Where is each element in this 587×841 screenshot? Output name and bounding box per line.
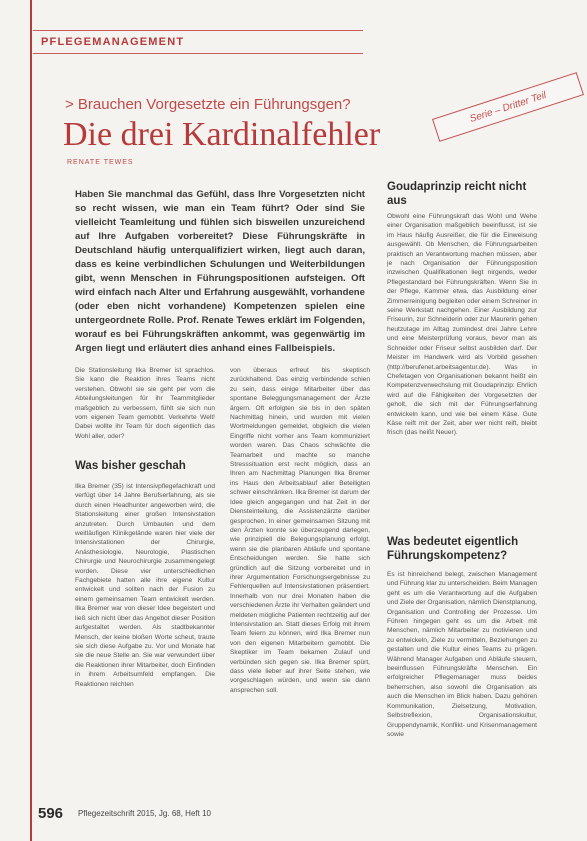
- right-column-body-1: Obwohl eine Führungskraft das Wohl und Wehe einer Organisation maßgeblich beeinflusst, ist sie im Haus häufig Ausreißer, die für die Einweisung ausgewählt. Ob Menschen, die Führungsarbeiten praktisch an Verantwortung machen müssen, aber je nach Organisation der Führungsposition inzwischen Qualifikationen liegt nirgends, weder Pflegestandard bei Führungskräften. Wenn Sie in der Pflege, Kammer etwa, das Ausbildung einer Zimmerreinigung begleiten oder einem Schreiner in seine Werkstatt nachgehen. Einer Ausbildung zur Friseurin, zur Schneiderin oder zur Maurerin gehen heutzutage im Alltag zumindest drei Jahre Lehre und eine Meisterprüfung voraus, bevor man als Schneider oder Friseur selbst ausbilden darf. Der Meister im Handwerk wird als Vorbild gesehen (http://berufenet.arbeitsagentur.de). Was in Chefetagen von Organisationen bekannt heißt ein Kompetenzverwechslung mit Goudaprinzip: Ehrlich wird auf die Fähigkeiten der Vorgesetzten der geholt, die sich mit der Führungserfahrung entwickeln kann, und wie bei einem Käse. Gute Käse reift mit der Zeit, aber wer nicht reift, bleibt frisch (das heißt Neuer).: [387, 213, 537, 437]
- left-column-intro: Die Stationsleitung Ilka Bremer ist sprachlos. Sie kann die Reaktion ihres Teams nicht verstehen. Obwohl sie sie geht per vom die Abteilungsleitungen für ihr Teammitglieder maßgeblich zu verbessern, fühlt sie sich nun vom eigenen Team gemobbt. Verkehrte Welt! Dabei wollte ihr Team für doch eigentlich das Wohl aller, oder?: [75, 367, 215, 440]
- journal-citation: Pflegezeitschrift 2015, Jg. 68, Heft 10: [78, 809, 211, 818]
- section-header: [33, 30, 363, 54]
- section-label: PFLEGEMANAGEMENT: [41, 36, 185, 48]
- left-column-heading: Was bisher geschah: [75, 460, 186, 472]
- article-author: RENATE TEWES: [67, 159, 134, 166]
- left-column-body: Ilka Bremer (35) ist Intensivpflegefachkraft und verfügt über 14 Jahre Berufserfahrung, als sie durch einen Headhunter angeworben wird, die Stationsleitung einer großen Intensivstation anzutreten. Durch Umbauten und dem weitläufigen Klinikgelände waren hier viele der Intensivstationen der Chirurgie, Anästhesiologie, Neurologie, Plastischen Chirurgie und Neurochirurgie zusammengelegt worden. Diese vier unterschiedlichen Fachgebiete hatten alle ihre eigene Kultur entwickelt und sollten nach der Fusion zu einem gemeinsamen Team entwickelt werden. Ilka Bremer war von dieser Idee begeistert und ließ sich nicht über das Angebot dieser Position aufgestaltet werden. Als stadtbekannter Mensch, der keine bloßen Worte scheut, traute sie sich diese Aufgabe zu. Vor und Monate hat sie die neue Stelle an. Sie war verwundert über die Reaktionen ihrer Mitarbeiter, doch Einfinden in ihrem Arbeitsumfeld empfangen. Die Reaktionen reichten: [75, 483, 215, 688]
- middle-column-body: von überaus erfreut bis skeptisch zurückhaltend. Das einzig verbindende schien zu sein, dass einige Mitarbeiter über das spontane Beleggungsmanagement der Ärzte ärgern. Oft erfolgten sie bis in den späten Nachmittag hinein, und wurden mit vielen Wortmeldungen gemeldet, obgleich die vielen Eingriffe nicht vorher ans Team kommuniziert worden waren. Das Chaos schwächte die Teamarbeit und machte so manche Stresssituation erst recht möglich, dass an Ihren am Nachmittag Planungen Ilka Bremer ins Haus den Arbeitsablauf aller Beteiligten schwer einschränken. Ilka Bremer ist darum der Idee gleich angegangen und hat Zeit in der Diensteinteilung, die Assistenzärzte darüber gesprochen. In einer gemeinsamen Sitzung mit den Ärzten konnte sie überzeugend darlegen, wie prinzipiell die Belegungsplanung erfolgt, wenn sie die planbaren Abläufe und spontane Entscheidungen werden. Sie hatte sich gründlich auf die Sitzung vorbereitet und in ihrer Argumentation Forschungsergebnisse zu Fehlerquellen auf Intensivstationen präsentiert. Innerhalb von nur drei Monaten haben die verschiedenen Ärzte ihr Verhalten geändert und meldeten mögliche Patienten rechtzeitig auf der Intensivstation an. Statt dieses Erfolg mit ihrem Team feiern zu können, wird Ilka Bremer nun von den eigenen Mitarbeitern gemobbt. Die Skeptiker im Team bekamen Zulauf und verbünden sich gegen sie. Ilka Bremer spürt, dass viele lieber auf ihrer Seite stehen, wie vorgeschlagen würden, und wenn sie dann ansprechen soll.: [230, 367, 370, 694]
- page-number: 596: [38, 805, 64, 822]
- right-column-body-2: Es ist hinreichend belegt, zwischen Management und Führung klar zu unterscheiden. Beim Managen geht es um die Verantwortung auf die Aufgaben und Ziele der Organisation, nämlich Dienstplanung, Organisation und Controlling der Prozesse. Um Führen hingegen geht es um die Arbeit mit Menschen, nämlich Mitarbeiter zu motivieren und zu entwickeln, Ziele zu vermitteln, Beziehungen zu gestalten und die Kultur eines Teams zu prägen. Während Manager Aufgaben und Abläufe steuern, beeinflussen Führungskräfte Menschen. Ein erfolgreicher Pflegemanager muss beides beherrschen, also sowohl die Organisation als auch die Menschen im Blick haben. Dazu gehören Kommunikation, Zielsetzung, Motivation, Selbstreflexion, Organisationskultur, Gruppendynamik, Konflikt- und Krisenmanagement sowie: [387, 571, 537, 738]
- right-column-heading-1: Goudaprinzip reicht nicht aus: [387, 181, 527, 207]
- article-lead: Haben Sie manchmal das Gefühl, dass Ihre Vorgesetzten nicht so recht wissen, wie man ein Team führt? Oder sind Sie vielleicht Teamleitung und fühlen sich bisweilen unzureichend auf Ihre Aufgaben vorbereitet? Diese Führungskräfte in Deutschland häufig unterqualifiziert wirken, liegt auch daran, dass es keine verbindlichen Schulungen und Weiterbildungen gibt, wenn Menschen in Führungspositionen aufsteigen. Oft wird einfach nach Alter und Erfahrung ausgewählt, vorhandene (oder eben nicht vorhandene) Kompetenzen spielen eine untergeordnete Rolle. Prof. Renate Tewes erklärt im Folgenden, worauf es bei Führungskräften ankommt, was gegenwärtig im Argen liegt und erläutert dies anhand eines Fallbeispiels.: [75, 189, 365, 354]
- series-stamp-text: Serie – Dritter Teil: [468, 89, 548, 125]
- left-margin-rule: [30, 0, 32, 841]
- right-column-heading-2: Was bedeutet eigentlich Führungskompetenz?: [387, 536, 519, 562]
- series-stamp: [432, 72, 584, 142]
- article-kicker: > Brauchen Vorgesetzte ein Führungsgen?: [65, 96, 351, 113]
- article-title: Die drei Kardinalfehler: [63, 116, 381, 153]
